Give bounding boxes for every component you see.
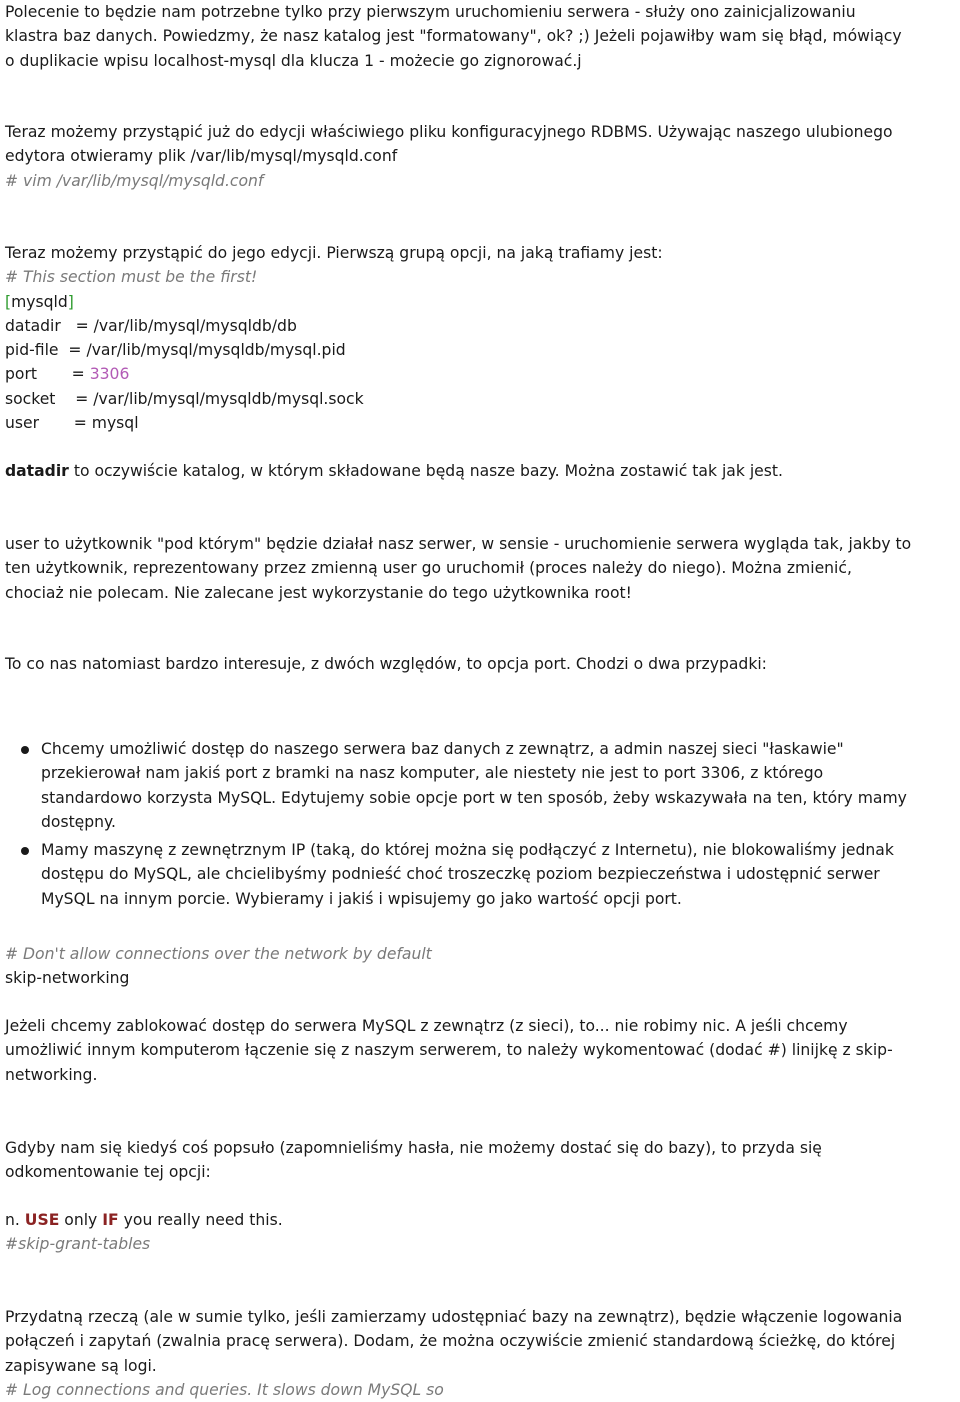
logging-line-3: zapisywane są logi. bbox=[5, 1356, 157, 1375]
edit-line-2: edytora otwieramy plik /var/lib/mysql/mysqld.conf bbox=[5, 147, 398, 166]
datadir-note bbox=[5, 459, 957, 483]
grant-rest: you really need this. bbox=[118, 1211, 283, 1229]
config-value: mysql bbox=[91, 414, 139, 433]
bullet-icon bbox=[21, 746, 29, 754]
config-value: /var/lib/mysql/mysqldb/mysql.sock bbox=[93, 389, 364, 408]
case-2-line-2: dostępu do MySQL, ale chcielibyśmy podnieść choć troszeczkę poziom bezpieczeństwa i udostępnić serwer bbox=[41, 865, 880, 884]
section-header bbox=[5, 290, 957, 314]
networking-line-3: networking. bbox=[5, 1065, 98, 1084]
edit-line-1: Teraz możemy przystąpić już do edycji właściwiego pliku konfiguracyjnego RDBMS. Używając naszego ulubionego bbox=[5, 123, 893, 141]
bracket-close: ] bbox=[67, 292, 74, 311]
edit-paragraph bbox=[5, 120, 957, 193]
keyword-if: IF bbox=[102, 1211, 119, 1229]
case-1-line-2: przekierował nam jakiś port z bramki na nasz komputer, ale niestety nie jest to port 3306, z którego bbox=[41, 764, 824, 783]
grant-option: #skip-grant-tables bbox=[5, 1235, 151, 1254]
config-row-datadir bbox=[5, 314, 957, 338]
grant-warning bbox=[5, 1208, 957, 1232]
port-note-text: To co nas natomiast bardzo interesuje, z dwóch względów, to opcja port. Chodzi o dwa przypadki: bbox=[5, 655, 767, 673]
bullet-icon bbox=[21, 847, 29, 855]
user-note bbox=[5, 532, 957, 605]
port-note bbox=[5, 652, 957, 676]
logging-comment: # Log connections and queries. It slows down MySQL so bbox=[5, 1380, 444, 1399]
grant-paragraph bbox=[5, 1136, 957, 1185]
cases-list bbox=[0, 737, 960, 911]
grant-prefix: n. bbox=[5, 1211, 25, 1229]
vim-command: # vim /var/lib/mysql/mysqld.conf bbox=[5, 171, 264, 190]
grant-line-2: odkomentowanie tej opcji: bbox=[5, 1163, 211, 1182]
networking-option: skip-networking bbox=[5, 969, 130, 988]
section-intro: Teraz możemy przystąpić do jego edycji. Pierwszą grupą opcji, na jaką trafiamy jest: bbox=[5, 244, 663, 262]
config-key: socket bbox=[5, 389, 76, 408]
config-eq: = bbox=[75, 389, 94, 408]
case-1-line-1: Chcemy umożliwić dostęp do naszego serwera baz danych z zewnątrz, a admin naszej sieci "łaskawie" bbox=[41, 740, 844, 758]
config-eq: = bbox=[71, 365, 90, 384]
case-1-line-3: standardowo korzysta MySQL. Edytujemy sobie opcje port w ten sposób, żeby wskazywała na ten, który mamy bbox=[41, 788, 907, 807]
section-name: mysqld bbox=[11, 292, 68, 311]
config-row-port bbox=[5, 362, 957, 386]
case-2-line-1: Mamy maszynę z zewnętrznym IP (taką, do której można się podłączyć z Internetu), nie blokowaliśmy jednak bbox=[41, 841, 894, 860]
user-line-1: user to użytkownik "pod którym" będzie działał nasz serwer, w sensie - uruchomienie serwera wygląda tak, jakby to bbox=[5, 535, 912, 553]
config-row-pid-file bbox=[5, 338, 957, 362]
networking-line-1: Jeżeli chcemy zablokować dostęp do serwera MySQL z zewnątrz (z sieci), to... nie robimy nic. A jeśli chcemy bbox=[5, 1017, 848, 1035]
config-value: /var/lib/mysql/mysqldb/mysql.pid bbox=[86, 341, 346, 360]
intro-line-2: klastra baz danych. Powiedzmy, że nasz katalog jest "formatowany", ok? ;) Jeżeli pojawiłby wam się błąd, mówiący bbox=[5, 27, 902, 46]
mysqld-section bbox=[5, 241, 957, 435]
logging-paragraph bbox=[5, 1305, 957, 1402]
list-item bbox=[0, 838, 960, 911]
list-item bbox=[0, 737, 960, 834]
keyword-use: USE bbox=[24, 1211, 60, 1229]
case-1-line-4: dostępny. bbox=[41, 812, 117, 831]
bracket-open: [ bbox=[5, 292, 12, 311]
config-value: 3306 bbox=[89, 365, 130, 384]
user-line-3: chociaż nie polecam. Nie zalecane jest wykorzystanie do tego użytkownika root! bbox=[5, 583, 632, 602]
logging-line-1: Przydatną rzeczą (ale w sumie tylko, jeśli zamierzamy udostępniać bazy na zewnątrz), będzie włączenie logowania bbox=[5, 1308, 903, 1326]
logging-line-2: połączeń i zapytań (zwalnia pracę serwera). Dodam, że można oczywiście zmienić standardową ścieżkę, do której bbox=[5, 1332, 896, 1351]
networking-comment: # Don't allow connections over the network by default bbox=[5, 945, 432, 963]
networking-block bbox=[5, 942, 957, 991]
config-eq: = bbox=[75, 316, 94, 335]
config-eq: = bbox=[73, 414, 92, 433]
case-2-line-3: MySQL na innym porcie. Wybieramy i jakiś i wpisujemy go jako wartość opcji port. bbox=[41, 889, 682, 908]
config-key: pid-file bbox=[5, 341, 69, 360]
datadir-term: datadir bbox=[5, 462, 69, 480]
networking-line-2: umożliwić innym komputerom łączenie się z naszym serwerem, to należy wykomentować (dodać #) linijkę z skip- bbox=[5, 1041, 893, 1060]
config-value: /var/lib/mysql/mysqldb/db bbox=[93, 316, 297, 335]
config-eq: = bbox=[68, 341, 87, 360]
intro-line-1: Polecenie to będzie nam potrzebne tylko przy pierwszym uruchomieniu serwera - służy ono zainicjalizowaniu bbox=[5, 3, 856, 21]
grant-block bbox=[5, 1208, 957, 1257]
intro-paragraph bbox=[5, 0, 957, 73]
grant-line-1: Gdyby nam się kiedyś coś popsuło (zapomnieliśmy hasła, nie możemy dostać się do bazy), to przyda się bbox=[5, 1139, 822, 1157]
intro-line-3: o duplikacie wpisu localhost-mysql dla klucza 1 - możecie go zignorować.j bbox=[5, 51, 582, 70]
config-row-user bbox=[5, 411, 957, 435]
datadir-text: to oczywiście katalog, w którym składowane będą nasze bazy. Można zostawić tak jak jest. bbox=[68, 462, 783, 480]
config-key: user bbox=[5, 414, 74, 433]
config-key: port bbox=[5, 365, 72, 384]
config-row-socket bbox=[5, 387, 957, 411]
user-line-2: ten użytkownik, reprezentowany przez zmienną user go uruchomił (proces należy do niego). Można zmienić, bbox=[5, 559, 852, 578]
section-comment: # This section must be the first! bbox=[5, 268, 258, 287]
grant-only: only bbox=[59, 1211, 103, 1229]
networking-paragraph bbox=[5, 1014, 957, 1087]
config-key: datadir bbox=[5, 316, 76, 335]
